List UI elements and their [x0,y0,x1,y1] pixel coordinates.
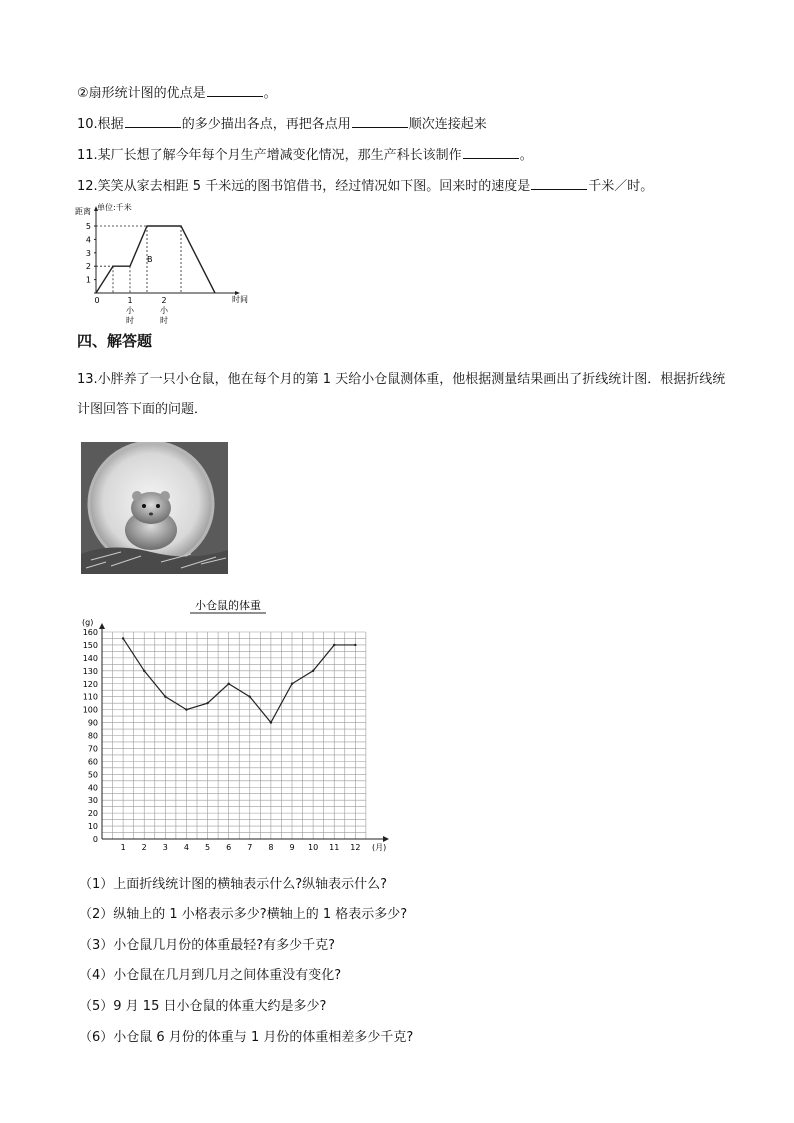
x-axis-label: 时间 [232,295,248,304]
data-point [333,644,335,646]
y-tick-label: 1 [85,275,91,285]
x-tick-label: 1 [127,296,133,305]
data-point [206,702,208,704]
question-12 [77,177,653,196]
x-tick-unit-label: 小时 [160,306,168,325]
data-point [185,708,187,710]
y-tick-label: 150 [82,640,98,650]
data-point [143,670,145,672]
x-tick-label: 2 [141,843,147,852]
y-tick-label: 160 [82,628,98,637]
y-tick-label: 5 [85,222,91,231]
y-axis-arrow [99,623,105,629]
y-tick-label: 80 [87,731,98,741]
x-unit-label: (月) [372,843,387,852]
q9-2-prefix: ②扇形统计图的优点是 [77,86,206,101]
data-point [291,683,293,685]
answer-blank[interactable] [531,177,587,190]
x-tick-label: 2 [161,296,167,305]
q12-part-a: 12.笑笑从家去相距 5 千米远的图书馆借书，经过情况如下图。回来时的速度是 [77,179,531,194]
data-point [164,695,166,697]
x-tick-label: 6 [226,843,232,852]
q11-part-a: 11.某厂长想了解今年每个月生产增减变化情况，那生产科长该制作 [77,148,462,163]
sub-question-1: （1）上面折线统计图的横轴表示什么?纵轴表示什么? [79,877,388,892]
answer-blank[interactable] [463,146,519,159]
y-tick-label: 4 [85,235,91,245]
x-tick-label: 11 [329,843,340,852]
y-tick-label: 50 [87,770,98,780]
y-tick-label: 110 [82,692,98,702]
y-tick-label: 120 [82,679,98,689]
data-point [354,644,356,646]
x-tick-unit-label: 小时 [126,306,134,325]
y-unit-label: (g) [82,618,94,627]
y-tick-label: 90 [87,718,98,728]
chart-title: 小仓鼠的体重 [195,599,261,612]
x-tick-label: 4 [183,843,189,852]
data-point [122,637,124,639]
point-b-label: B [147,255,153,264]
x-tick-label: 7 [247,843,253,852]
data-point [249,695,251,697]
q10-part-c: 顺次连接起来 [408,117,487,132]
weight-line-chart [76,595,396,855]
section-title: 四、解答题 [77,332,153,350]
y-tick-label: 100 [82,705,98,715]
q10-part-b: 的多少描出各点，再把各点用 [181,117,351,132]
distance-line [96,226,215,293]
y-tick-label: 140 [82,653,98,663]
unit-label: 单位:千米 [97,203,132,212]
y-tick-label: 30 [87,796,98,806]
answer-blank[interactable] [207,84,263,97]
hamster-photo [81,442,228,574]
x-tick-label: 0 [94,296,100,305]
sub-question-4: （4）小仓鼠在几月到几月之间体重没有变化? [79,968,342,983]
q10-part-a: 10.根据 [77,117,124,132]
q12-part-b: 千米／时。 [588,179,654,194]
sub-question-3: （3）小仓鼠几月份的体重最轻?有多少千克? [79,938,336,953]
answer-blank[interactable] [352,115,408,128]
q11-part-b: 。 [519,148,533,163]
y-tick-label: 20 [87,809,98,819]
q9-2-suffix: 。 [263,86,277,101]
sub-question-6: （6）小仓鼠 6 月份的体重与 1 月份的体重相差多少千克? [79,1030,414,1045]
y-tick-label: 0 [92,835,98,844]
answer-blank[interactable] [125,115,181,128]
x-tick-label: 3 [162,843,168,852]
y-tick-label: 70 [87,744,98,754]
question-13: 13.小胖养了一只小仓鼠，他在每个月的第 1 天给小仓鼠测体重，他根据测量结果画出了折线统计图．根据折线统计图回答下面的问题． [77,372,726,417]
x-tick-label: 9 [289,843,295,852]
y-tick-label: 60 [87,757,98,767]
hamster-image [81,442,228,574]
y-tick-label: 40 [87,783,98,793]
y-tick-label: 10 [87,822,98,832]
y-tick-label: 3 [85,248,91,258]
question-9-2 [77,84,277,103]
x-axis-arrow [383,836,389,842]
sub-question-2: （2）纵轴上的 1 小格表示多少?横轴上的 1 格表示多少? [79,907,408,922]
y-tick-label: 2 [85,262,91,272]
y-tick-label: 130 [82,666,98,676]
data-point [227,683,229,685]
data-point [312,670,314,672]
y-axis-label: 距离 [75,207,91,216]
x-tick-label: 5 [205,843,211,852]
x-tick-label: 1 [120,843,126,852]
sub-question-5: （5）9 月 15 日小仓鼠的体重大约是多少? [79,999,327,1014]
x-tick-label: 12 [350,843,361,852]
question-11 [77,146,533,165]
distance-time-chart [75,198,265,324]
question-10 [77,115,487,134]
x-tick-label: 10 [308,843,319,852]
data-point [270,721,272,723]
x-tick-label: 8 [268,843,274,852]
